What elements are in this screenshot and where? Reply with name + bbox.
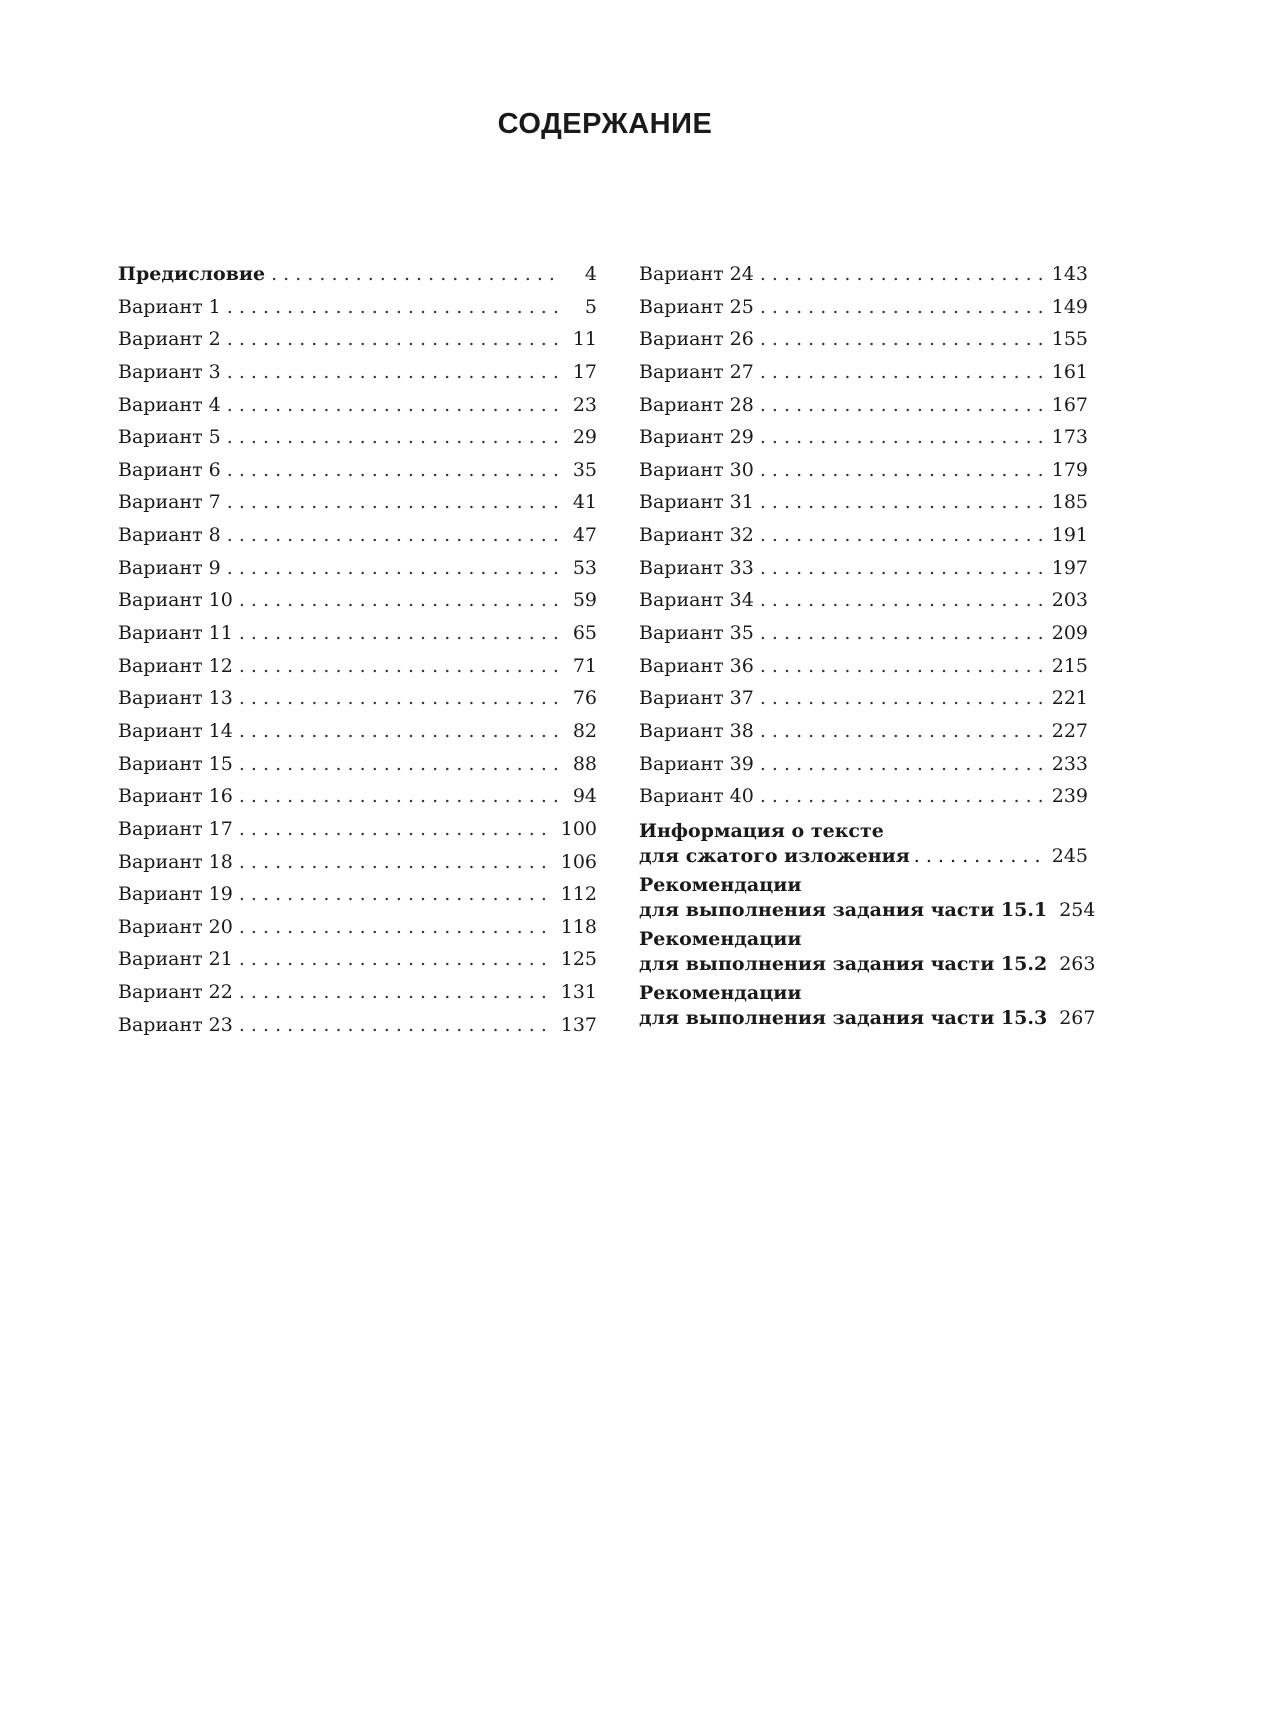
toc-entry-label: Вариант 15 bbox=[118, 752, 233, 775]
toc-entry-label: Вариант 16 bbox=[118, 785, 233, 808]
toc-entry-multiline[interactable] bbox=[639, 981, 1096, 1031]
dot-leader bbox=[227, 519, 559, 552]
toc-entry-page: 59 bbox=[572, 589, 597, 612]
toc-entry[interactable] bbox=[118, 323, 597, 356]
toc-entry-label: Вариант 12 bbox=[118, 654, 233, 677]
dot-leader bbox=[227, 291, 559, 324]
dot-leader bbox=[227, 552, 559, 585]
toc-entry-page: 203 bbox=[1051, 589, 1088, 612]
toc-entry-page: 263 bbox=[1059, 952, 1096, 975]
toc-entry-page: 29 bbox=[572, 426, 597, 449]
toc-entry[interactable] bbox=[639, 584, 1088, 617]
toc-entry-page: 23 bbox=[572, 393, 597, 416]
dot-leader bbox=[760, 421, 1044, 454]
toc-left-column bbox=[118, 258, 597, 1041]
toc-entry-page: 254 bbox=[1059, 898, 1096, 921]
toc-entry[interactable] bbox=[639, 552, 1088, 585]
dot-leader bbox=[227, 421, 559, 454]
toc-entry-page: 143 bbox=[1051, 263, 1088, 285]
dot-leader bbox=[239, 1009, 553, 1042]
toc-entry-label: Вариант 6 bbox=[118, 458, 221, 481]
toc-entry-label: Вариант 21 bbox=[118, 948, 233, 971]
toc-entry[interactable] bbox=[118, 389, 597, 422]
toc-right-extra-entries bbox=[639, 819, 1096, 1031]
toc-entry-label: Вариант 22 bbox=[118, 981, 233, 1004]
dot-leader bbox=[239, 650, 559, 683]
dot-leader bbox=[760, 584, 1044, 617]
toc-entry-page: 197 bbox=[1051, 556, 1088, 579]
toc-entry-label: Вариант 3 bbox=[118, 360, 221, 383]
dot-leader bbox=[760, 258, 1044, 291]
dot-leader bbox=[760, 650, 1044, 683]
toc-entry[interactable] bbox=[118, 846, 597, 879]
dot-leader bbox=[239, 682, 559, 715]
toc-entry-label: Вариант 8 bbox=[118, 524, 221, 547]
dot-leader bbox=[239, 715, 559, 748]
toc-entry-page: 137 bbox=[560, 1013, 597, 1036]
toc-entry[interactable] bbox=[118, 617, 597, 650]
toc-entry-label: для сжатого изложения bbox=[639, 844, 910, 867]
toc-entry-subline bbox=[639, 1005, 1096, 1031]
toc-entry-label: Вариант 39 bbox=[639, 752, 754, 775]
dot-leader bbox=[239, 748, 559, 781]
toc-entry-label: Вариант 14 bbox=[118, 719, 233, 742]
toc-entry-page: 167 bbox=[1051, 393, 1088, 416]
toc-entry[interactable] bbox=[639, 486, 1088, 519]
toc-entry-label: Вариант 28 bbox=[639, 393, 754, 416]
toc-entry[interactable] bbox=[118, 976, 597, 1009]
toc-entry-page: 118 bbox=[560, 915, 597, 938]
dot-leader bbox=[239, 943, 553, 976]
toc-entry[interactable] bbox=[118, 584, 597, 617]
toc-entry-page: 179 bbox=[1051, 458, 1088, 481]
toc-entry[interactable] bbox=[639, 323, 1088, 356]
toc-entry[interactable] bbox=[118, 878, 597, 911]
toc-entry[interactable] bbox=[639, 682, 1088, 715]
dot-leader bbox=[239, 617, 559, 650]
dot-leader bbox=[227, 486, 559, 519]
toc-entry[interactable] bbox=[639, 780, 1088, 813]
toc-entry-label: Вариант 19 bbox=[118, 883, 233, 906]
toc-entry[interactable] bbox=[118, 715, 597, 748]
toc-entry-page: 94 bbox=[572, 785, 597, 808]
toc-entry-label: Вариант 18 bbox=[118, 850, 233, 873]
toc-entry-page: 191 bbox=[1051, 524, 1088, 547]
toc-entry-page: 11 bbox=[572, 328, 597, 351]
dot-leader bbox=[239, 878, 553, 911]
toc-entry[interactable] bbox=[639, 389, 1088, 422]
toc-entry-page: 131 bbox=[560, 981, 597, 1004]
toc-entry-heading: Информация о тексте bbox=[639, 819, 884, 842]
toc-entry-label: Вариант 9 bbox=[118, 556, 221, 579]
toc-entry-page: 88 bbox=[572, 752, 597, 775]
toc-entry[interactable] bbox=[639, 748, 1088, 781]
toc-entry[interactable] bbox=[118, 454, 597, 487]
dot-leader bbox=[227, 389, 559, 422]
toc-entry[interactable] bbox=[639, 650, 1088, 683]
toc-entry-subline bbox=[639, 951, 1096, 977]
toc-entry[interactable] bbox=[639, 258, 1088, 291]
dot-leader bbox=[760, 780, 1044, 813]
toc-entry-label: Вариант 35 bbox=[639, 622, 754, 645]
toc-entry-page: 53 bbox=[572, 556, 597, 579]
toc-entry-label: Вариант 26 bbox=[639, 328, 754, 351]
toc-entry[interactable] bbox=[639, 617, 1088, 650]
toc-entry-page: 267 bbox=[1059, 1006, 1096, 1029]
dot-leader bbox=[239, 846, 553, 879]
toc-entry-label: Вариант 40 bbox=[639, 785, 754, 808]
page-title: СОДЕРЖАНИЕ bbox=[497, 108, 713, 140]
dot-leader bbox=[760, 356, 1044, 389]
toc-entry-page: 125 bbox=[560, 948, 597, 971]
toc-entry-label: Вариант 1 bbox=[118, 295, 221, 318]
toc-entry-page: 82 bbox=[572, 719, 597, 742]
toc-entry-page: 233 bbox=[1051, 752, 1088, 775]
dot-leader bbox=[227, 323, 559, 356]
dot-leader bbox=[760, 552, 1044, 585]
toc-entry-page: 227 bbox=[1051, 719, 1088, 742]
toc-entry-label: Вариант 31 bbox=[639, 491, 754, 514]
toc-entry-label: Вариант 38 bbox=[639, 719, 754, 742]
toc-entry-label: Вариант 4 bbox=[118, 393, 221, 416]
dot-leader bbox=[760, 682, 1044, 715]
toc-entry-label: Вариант 30 bbox=[639, 458, 754, 481]
toc-right-column bbox=[639, 258, 1096, 1033]
toc-entry-page: 239 bbox=[1051, 785, 1088, 808]
toc-entry-multiline[interactable] bbox=[639, 927, 1096, 977]
toc-entry[interactable] bbox=[639, 291, 1088, 324]
toc-entry-label: Вариант 5 bbox=[118, 426, 221, 449]
toc-entry-page: 106 bbox=[560, 850, 597, 873]
dot-leader bbox=[760, 291, 1044, 324]
toc-entry-heading: Рекомендации bbox=[639, 981, 802, 1004]
toc-entry-label: Вариант 24 bbox=[639, 263, 754, 285]
toc-entry-label: Вариант 20 bbox=[118, 915, 233, 938]
toc-entry-page: 215 bbox=[1051, 654, 1088, 677]
dot-leader bbox=[239, 813, 553, 846]
toc-entry-page: 47 bbox=[572, 524, 597, 547]
toc-entry[interactable] bbox=[118, 911, 597, 944]
toc-entry-page: 173 bbox=[1051, 426, 1088, 449]
dot-leader bbox=[239, 976, 553, 1009]
toc-entry-multiline[interactable] bbox=[639, 873, 1096, 923]
toc-entry[interactable] bbox=[118, 780, 597, 813]
toc-entry-page: 76 bbox=[572, 687, 597, 710]
dot-leader bbox=[227, 356, 559, 389]
toc-entry-heading: Рекомендации bbox=[639, 873, 802, 896]
toc-entry-label: Вариант 7 bbox=[118, 491, 221, 514]
dot-leader bbox=[760, 323, 1044, 356]
toc-entry[interactable] bbox=[118, 1009, 597, 1042]
toc-entry[interactable] bbox=[118, 356, 597, 389]
toc-entry-page: 35 bbox=[572, 458, 597, 481]
toc-entry-label: Предисловие bbox=[118, 263, 266, 285]
dot-leader bbox=[760, 454, 1044, 487]
toc-entry-label: Вариант 37 bbox=[639, 687, 754, 710]
toc-entry-label: Вариант 17 bbox=[118, 817, 233, 840]
toc-entry[interactable] bbox=[118, 519, 597, 552]
toc-entry-page: 112 bbox=[560, 883, 597, 906]
toc-entry[interactable] bbox=[118, 650, 597, 683]
dot-leader bbox=[239, 584, 559, 617]
toc-entry-page: 5 bbox=[584, 295, 597, 318]
toc-entry-label: Вариант 27 bbox=[639, 360, 754, 383]
toc-entry[interactable] bbox=[118, 943, 597, 976]
toc-entry-label: Вариант 33 bbox=[639, 556, 754, 579]
toc-entry-label: для выполнения задания части 15.1 bbox=[639, 898, 1048, 921]
toc-entry-label: для выполнения задания части 15.3 bbox=[639, 1006, 1048, 1029]
dot-leader bbox=[271, 258, 559, 291]
toc-entry-page: 209 bbox=[1051, 622, 1088, 645]
toc-entry-label: Вариант 29 bbox=[639, 426, 754, 449]
toc-entry-label: для выполнения задания части 15.2 bbox=[639, 952, 1048, 975]
toc-entry-subline bbox=[639, 897, 1096, 923]
toc-entry[interactable] bbox=[639, 356, 1088, 389]
toc-entry-label: Вариант 34 bbox=[639, 589, 754, 612]
toc-entry-page: 41 bbox=[572, 491, 597, 514]
toc-entry-subline bbox=[639, 843, 1088, 869]
dot-leader bbox=[760, 748, 1044, 781]
toc-entry-page: 155 bbox=[1051, 328, 1088, 351]
toc-entry[interactable] bbox=[639, 454, 1088, 487]
toc-entry-page: 71 bbox=[572, 654, 597, 677]
toc-entry[interactable] bbox=[118, 813, 597, 846]
toc-entry[interactable] bbox=[118, 486, 597, 519]
toc-entry-page: 221 bbox=[1051, 687, 1088, 710]
dot-leader bbox=[914, 843, 1044, 869]
toc-entry-label: Вариант 13 bbox=[118, 687, 233, 710]
toc-entry-label: Вариант 23 bbox=[118, 1013, 233, 1036]
toc-entry[interactable] bbox=[118, 552, 597, 585]
toc-entry-heading: Рекомендации bbox=[639, 927, 802, 950]
toc-entry-page: 65 bbox=[572, 622, 597, 645]
toc-entry-label: Вариант 11 bbox=[118, 622, 233, 645]
toc-entry-label: Вариант 32 bbox=[639, 524, 754, 547]
dot-leader bbox=[239, 911, 553, 944]
toc-entry-multiline[interactable] bbox=[639, 819, 1088, 869]
dot-leader bbox=[227, 454, 559, 487]
toc-entry[interactable] bbox=[118, 258, 597, 291]
toc-entry-page: 17 bbox=[572, 360, 597, 383]
toc-entry[interactable] bbox=[118, 748, 597, 781]
toc-entry-label: Вариант 36 bbox=[639, 654, 754, 677]
dot-leader bbox=[760, 715, 1044, 748]
toc-entry-page: 100 bbox=[560, 817, 597, 840]
toc-entry[interactable] bbox=[118, 682, 597, 715]
toc-entry-page: 149 bbox=[1051, 295, 1088, 318]
toc-entry[interactable] bbox=[639, 519, 1088, 552]
toc-entry-label: Вариант 25 bbox=[639, 295, 754, 318]
dot-leader bbox=[239, 780, 559, 813]
toc-entry[interactable] bbox=[639, 421, 1088, 454]
toc-entry[interactable] bbox=[118, 291, 597, 324]
toc-entry[interactable] bbox=[639, 715, 1088, 748]
toc-right-entries bbox=[639, 258, 1088, 813]
toc-entry-page: 4 bbox=[584, 263, 597, 285]
toc-entry-page: 185 bbox=[1051, 491, 1088, 514]
dot-leader bbox=[760, 486, 1044, 519]
toc-entry-label: Вариант 2 bbox=[118, 328, 221, 351]
toc-entry[interactable] bbox=[118, 421, 597, 454]
dot-leader bbox=[760, 389, 1044, 422]
dot-leader bbox=[760, 519, 1044, 552]
dot-leader bbox=[760, 617, 1044, 650]
toc-entry-page: 245 bbox=[1051, 844, 1088, 867]
toc-entry-label: Вариант 10 bbox=[118, 589, 233, 612]
toc-entry-page: 161 bbox=[1051, 360, 1088, 383]
